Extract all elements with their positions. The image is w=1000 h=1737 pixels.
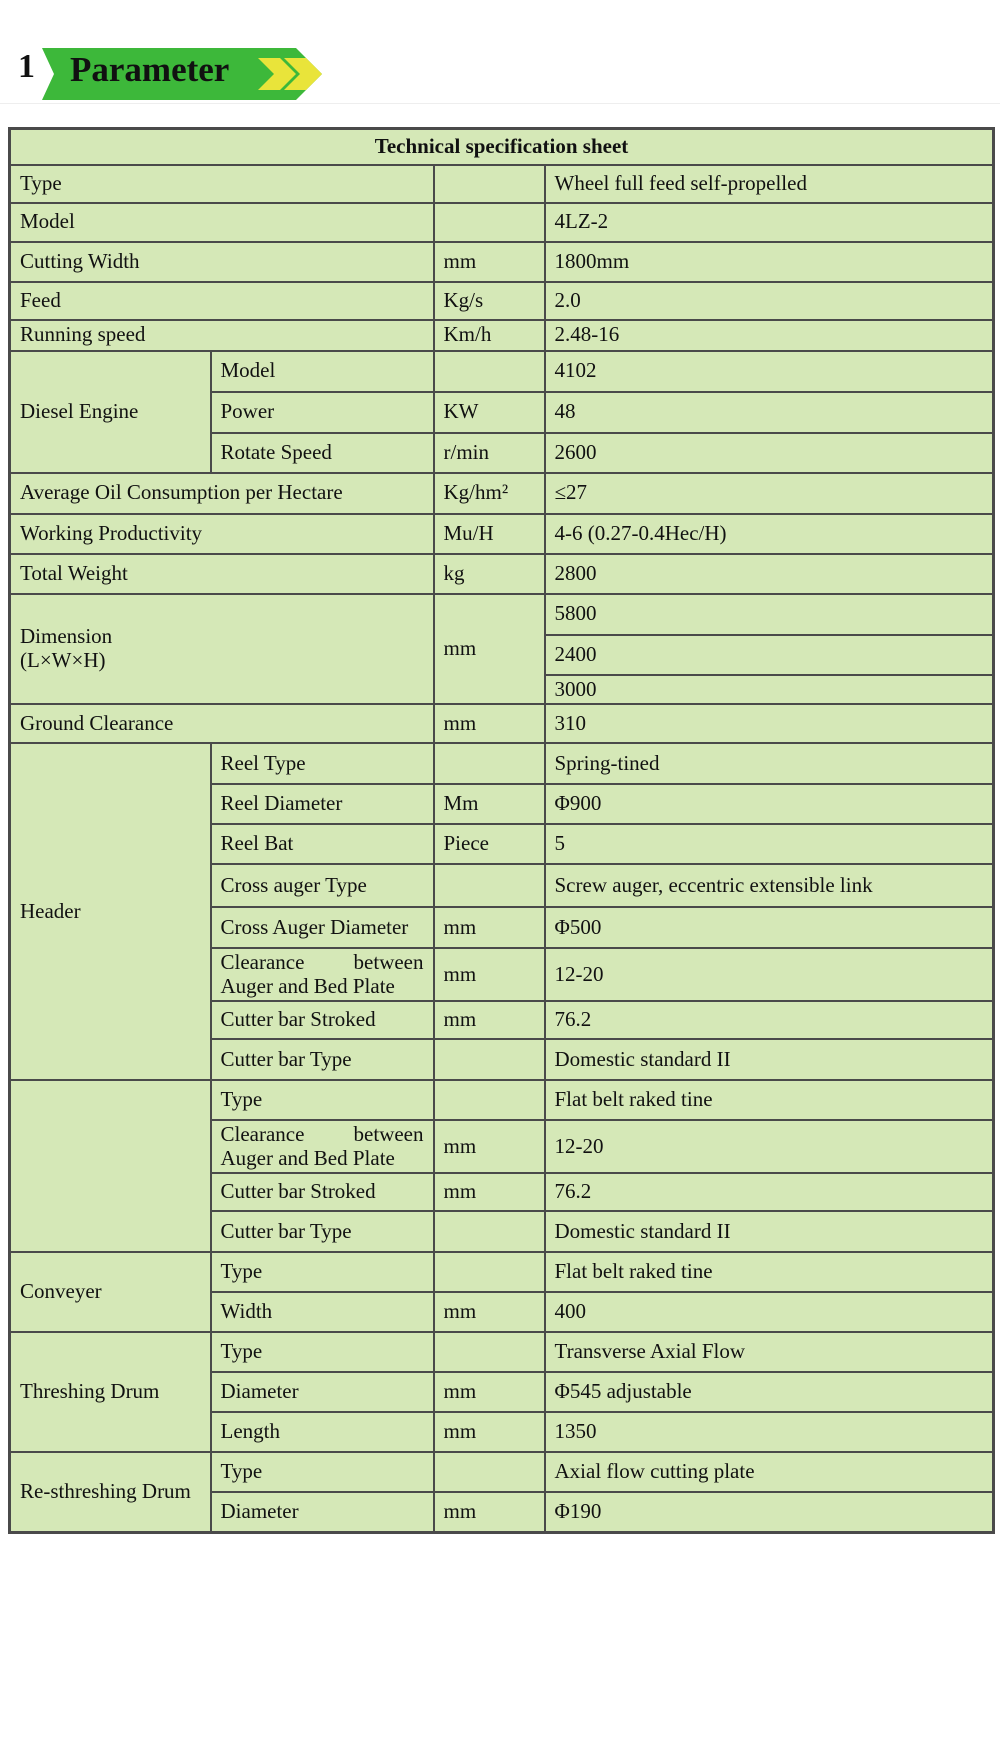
table-row bbox=[10, 473, 994, 514]
row-unit: mm bbox=[434, 948, 545, 1001]
row-label: Reel Bat bbox=[211, 824, 434, 864]
row-label: Cutter bar Stroked bbox=[211, 1173, 434, 1211]
group-label-conveyer: Conveyer bbox=[10, 1252, 211, 1332]
table-row bbox=[10, 1332, 994, 1372]
row-value: 4102 bbox=[545, 351, 994, 392]
row-value: Axial flow cutting plate bbox=[545, 1452, 994, 1492]
row-value: 12-20 bbox=[545, 1120, 994, 1173]
table-row bbox=[10, 704, 994, 743]
row-unit bbox=[434, 1332, 545, 1372]
row-label: Cutter bar Type bbox=[211, 1211, 434, 1252]
table-row bbox=[10, 320, 994, 351]
row-unit: mm bbox=[434, 907, 545, 948]
row-unit: mm bbox=[434, 1372, 545, 1412]
row-value: Transverse Axial Flow bbox=[545, 1332, 994, 1372]
table-row bbox=[10, 351, 994, 392]
table-row bbox=[10, 242, 994, 282]
row-value: Domestic standard II bbox=[545, 1211, 994, 1252]
row-value: Φ500 bbox=[545, 907, 994, 948]
clearance-label-line2: Auger and Bed Plate bbox=[220, 1145, 395, 1170]
table-row bbox=[10, 514, 994, 554]
clearance-label-line2: Auger and Bed Plate bbox=[220, 973, 395, 998]
row-value: 12-20 bbox=[545, 948, 994, 1001]
group-label-header: Header bbox=[10, 743, 211, 1080]
group-label-rethreshing-drum: Re-sthreshing Drum bbox=[10, 1452, 211, 1532]
group-label-unnamed bbox=[10, 1080, 211, 1252]
table-row bbox=[10, 1452, 994, 1492]
row-unit: Kg/s bbox=[434, 282, 545, 320]
row-label: Type bbox=[211, 1252, 434, 1292]
row-value: 48 bbox=[545, 392, 994, 433]
row-value: 310 bbox=[545, 704, 994, 743]
table-row bbox=[10, 1252, 994, 1292]
header-divider bbox=[0, 103, 1000, 104]
row-value: 2600 bbox=[545, 433, 994, 473]
row-value: 2.48-16 bbox=[545, 320, 994, 351]
row-unit: KW bbox=[434, 392, 545, 433]
row-label: Type bbox=[10, 165, 434, 203]
group-label-diesel-engine: Diesel Engine bbox=[10, 351, 211, 473]
row-unit: mm bbox=[434, 1412, 545, 1452]
row-value: 2.0 bbox=[545, 282, 994, 320]
row-label: Cutter bar Type bbox=[211, 1039, 434, 1080]
dimension-label-line2: (L×W×H) bbox=[20, 647, 106, 672]
row-label: Model bbox=[10, 203, 434, 242]
row-unit bbox=[434, 1039, 545, 1080]
row-label: Diameter bbox=[211, 1372, 434, 1412]
table-row bbox=[10, 1080, 994, 1120]
row-unit bbox=[434, 165, 545, 203]
row-value: 4-6 (0.27-0.4Hec/H) bbox=[545, 514, 994, 554]
row-label-clearance bbox=[211, 948, 434, 1001]
row-unit: Mm bbox=[434, 784, 545, 824]
row-value: Φ190 bbox=[545, 1492, 994, 1532]
row-unit bbox=[434, 203, 545, 242]
dimension-label bbox=[10, 594, 434, 705]
row-unit: mm bbox=[434, 1120, 545, 1173]
table-row bbox=[10, 282, 994, 320]
row-value: 2800 bbox=[545, 554, 994, 594]
row-unit bbox=[434, 864, 545, 907]
row-value: 4LZ-2 bbox=[545, 203, 994, 242]
row-unit bbox=[434, 1252, 545, 1292]
row-unit: mm bbox=[434, 1001, 545, 1039]
row-value: 76.2 bbox=[545, 1173, 994, 1211]
section-number: 1 bbox=[18, 48, 35, 85]
table-title: Technical specification sheet bbox=[10, 129, 994, 165]
row-unit bbox=[434, 1452, 545, 1492]
row-label: Working Productivity bbox=[10, 514, 434, 554]
row-unit: mm bbox=[434, 1292, 545, 1332]
row-unit: mm bbox=[434, 704, 545, 743]
row-unit: kg bbox=[434, 554, 545, 594]
row-unit: mm bbox=[434, 242, 545, 282]
row-value: Flat belt raked tine bbox=[545, 1080, 994, 1120]
row-label: Type bbox=[211, 1452, 434, 1492]
row-value: 5 bbox=[545, 824, 994, 864]
table-row bbox=[10, 554, 994, 594]
table-row bbox=[10, 743, 994, 784]
section-title: Parameter bbox=[70, 50, 230, 89]
row-label: Type bbox=[211, 1080, 434, 1120]
row-label: Length bbox=[211, 1412, 434, 1452]
row-unit: Mu/H bbox=[434, 514, 545, 554]
spec-table bbox=[8, 127, 995, 1534]
row-value: Φ545 adjustable bbox=[545, 1372, 994, 1412]
dimension-label-line1: Dimension bbox=[20, 624, 113, 649]
row-value: 76.2 bbox=[545, 1001, 994, 1039]
row-unit bbox=[434, 1080, 545, 1120]
row-label: Total Weight bbox=[10, 554, 434, 594]
table-row bbox=[10, 165, 994, 203]
row-unit: Kg/hm² bbox=[434, 473, 545, 514]
row-value: Screw auger, eccentric extensible link bbox=[545, 864, 994, 907]
row-label: Average Oil Consumption per Hectare bbox=[10, 473, 434, 514]
group-label-threshing-drum: Threshing Drum bbox=[10, 1332, 211, 1452]
dimension-height: 3000 bbox=[545, 675, 994, 705]
table-title-row bbox=[10, 129, 994, 165]
row-value: Φ900 bbox=[545, 784, 994, 824]
row-value: 400 bbox=[545, 1292, 994, 1332]
row-label: Width bbox=[211, 1292, 434, 1332]
row-unit bbox=[434, 1211, 545, 1252]
dimension-length: 5800 bbox=[545, 594, 994, 635]
row-value: ≤27 bbox=[545, 473, 994, 514]
table-row bbox=[10, 203, 994, 242]
row-value: Wheel full feed self-propelled bbox=[545, 165, 994, 203]
row-unit bbox=[434, 743, 545, 784]
dimension-width: 2400 bbox=[545, 635, 994, 675]
table-row bbox=[10, 594, 994, 635]
row-unit: mm bbox=[434, 1492, 545, 1532]
row-label: Cutter bar Stroked bbox=[211, 1001, 434, 1039]
row-label: Reel Diameter bbox=[211, 784, 434, 824]
row-label: Rotate Speed bbox=[211, 433, 434, 473]
row-label: Running speed bbox=[10, 320, 434, 351]
row-unit: mm bbox=[434, 594, 545, 705]
clearance-label-line1: Clearance between bbox=[220, 950, 424, 975]
row-label: Cross auger Type bbox=[211, 864, 434, 907]
row-label: Reel Type bbox=[211, 743, 434, 784]
row-label: Type bbox=[211, 1332, 434, 1372]
row-label: Model bbox=[211, 351, 434, 392]
row-unit: Km/h bbox=[434, 320, 545, 351]
row-unit: mm bbox=[434, 1173, 545, 1211]
row-unit: Piece bbox=[434, 824, 545, 864]
row-unit bbox=[434, 351, 545, 392]
row-value: Domestic standard II bbox=[545, 1039, 994, 1080]
row-unit: r/min bbox=[434, 433, 545, 473]
row-label: Cross Auger Diameter bbox=[211, 907, 434, 948]
row-label: Ground Clearance bbox=[10, 704, 434, 743]
row-value: Flat belt raked tine bbox=[545, 1252, 994, 1292]
row-label: Cutting Width bbox=[10, 242, 434, 282]
row-value: 1350 bbox=[545, 1412, 994, 1452]
row-value: Spring-tined bbox=[545, 743, 994, 784]
row-label-clearance bbox=[211, 1120, 434, 1173]
row-label: Diameter bbox=[211, 1492, 434, 1532]
row-value: 1800mm bbox=[545, 242, 994, 282]
row-label: Power bbox=[211, 392, 434, 433]
row-label: Feed bbox=[10, 282, 434, 320]
section-header bbox=[0, 38, 1000, 108]
clearance-label-line1: Clearance between bbox=[220, 1122, 424, 1147]
